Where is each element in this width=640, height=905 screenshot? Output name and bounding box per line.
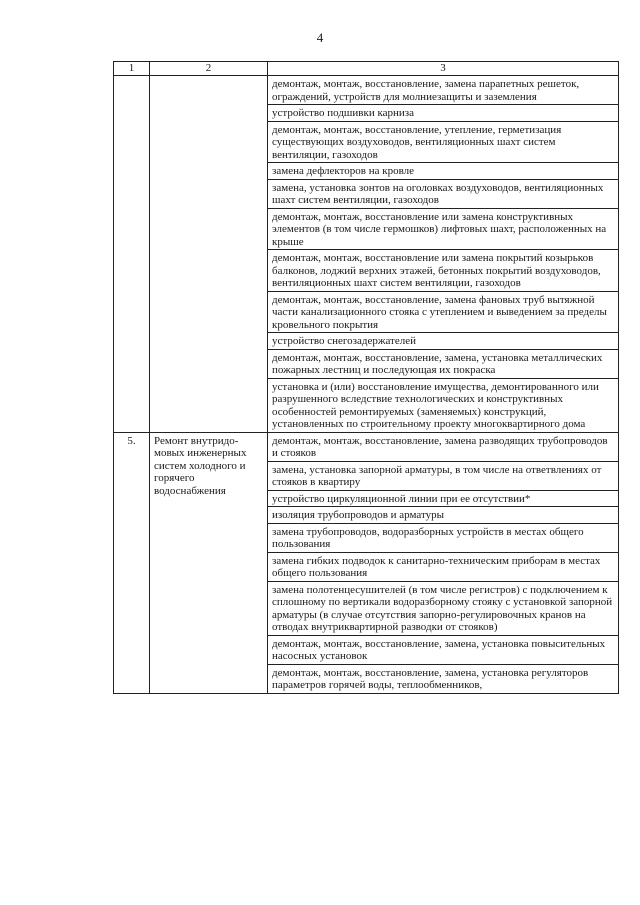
work-description: замена трубопроводов, водоразборных устройств в местах общего пользования: [268, 523, 619, 552]
table-header-row: [114, 62, 619, 76]
work-description: замена дефлекторов на кровле: [268, 163, 619, 180]
work-description: замена, установка запорной арматуры, в том числе на ответвлениях от стояков в квартиру: [268, 461, 619, 490]
work-description: изоляция трубопроводов и арматуры: [268, 507, 619, 524]
work-description: демонтаж, монтаж, восстановление, замена фановых труб вытяжной части канализационного стояка с утеплением и выведением за пределы кровельного покрытия: [268, 291, 619, 333]
section-title: Ремонт внутридомовых инженерных систем холодного и горячего водоснабжения: [150, 432, 268, 693]
work-description: установка и (или) восстановление имущества, демонтированного или разрушенного вследствие технологических и конструктивных особенностей ремонтируемых (заменяемых) конструкций, установленных по строительному проекту многоквартирного дома: [268, 378, 619, 432]
work-description: устройство циркуляционной линии при ее отсутствии*: [268, 490, 619, 507]
work-description: демонтаж, монтаж, восстановление, утепление, герметизация существующих воздуховодов, вентиляционных шахт систем вентиляции, газоходов: [268, 121, 619, 163]
header-col-1: 1: [114, 62, 150, 76]
work-description: демонтаж, монтаж, восстановление, замена, установка повысительных насосных установок: [268, 635, 619, 664]
section-number: 5.: [114, 432, 150, 693]
page-number: 4: [316, 30, 324, 45]
work-description: демонтаж, монтаж, восстановление, замена, установка металлических пожарных лестниц и последующая их покраска: [268, 349, 619, 378]
number-cell-empty: [114, 76, 150, 433]
header-col-2: 2: [150, 62, 268, 76]
work-description: демонтаж, монтаж, восстановление или замена покрытий козырьков балконов, лоджий верхних этажей, бетонных покрытий воздуховодов, вентиляционных шахт систем вентиляции, газоходов: [268, 250, 619, 292]
works-table: [113, 61, 619, 694]
work-description: устройство снегозадержателей: [268, 333, 619, 350]
work-description: устройство подшивки карниза: [268, 105, 619, 122]
work-description: замена гибких подводок к санитарно-техническим приборам в местах общего пользования: [268, 552, 619, 581]
work-description: демонтаж, монтаж, восстановление или замена конструктивных элементов (в том числе гермошков) лифтовых шахт, расположенных на крыше: [268, 208, 619, 250]
table-row: [114, 432, 619, 461]
title-cell-empty: [150, 76, 268, 433]
header-col-3: 3: [268, 62, 619, 76]
work-description: демонтаж, монтаж, восстановление, замена, установка регуляторов параметров горячей воды, теплообменников,: [268, 664, 619, 693]
work-description: демонтаж, монтаж, восстановление, замена разводящих трубопроводов и стояков: [268, 432, 619, 461]
work-description: демонтаж, монтаж, восстановление, замена парапетных решеток, ограждений, устройств для молниезащиты и заземления: [268, 76, 619, 105]
work-description: замена полотенцесушителей (в том числе регистров) с подключением к сплошному по вертикали водоразборному стояку с установкой запорной арматуры (в случае отсутствия запорно-регулировочных кранов на отводах внутриквартирной разводки от стояков): [268, 581, 619, 635]
work-description: замена, установка зонтов на оголовках воздуховодов, вентиляционных шахт систем вентиляции, газоходов: [268, 179, 619, 208]
table-row: [114, 76, 619, 105]
